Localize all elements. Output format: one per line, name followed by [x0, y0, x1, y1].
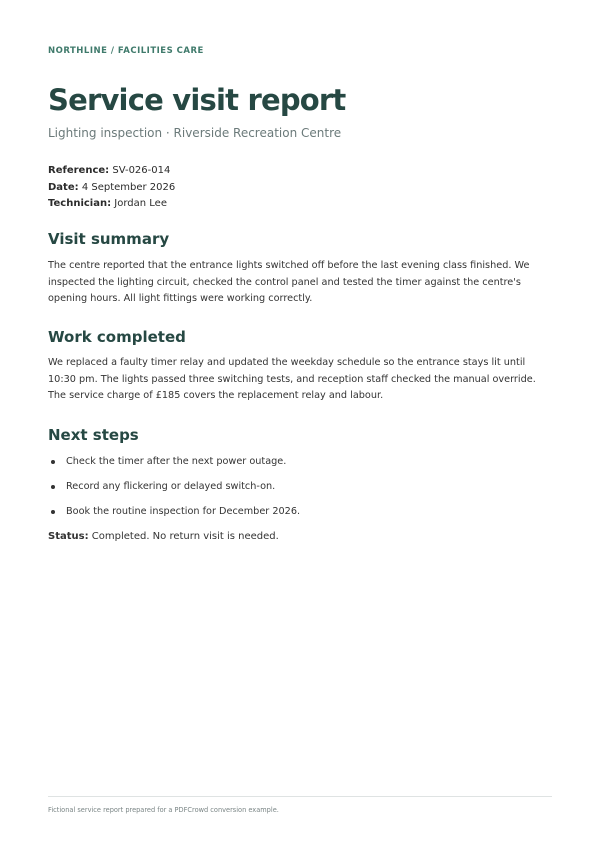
brand-label: NORTHLINE / FACILITIES CARE — [48, 46, 204, 56]
meta-date — [48, 180, 175, 197]
section-heading-next: Next steps — [48, 426, 139, 444]
bullet-icon — [51, 510, 55, 514]
report-page — [48, 0, 552, 849]
section-text-work: We replaced a faulty timer relay and updated the weekday schedule so the entrance stays lit until 10:30 pm. The lights passed three switching tests, and reception staff checked the manual override. The service charge of £185 covers the replacement relay and labour. — [48, 357, 536, 401]
meta-reference-label: Reference: — [48, 165, 110, 176]
list-item-text: Book the routine inspection for December 2026. — [66, 506, 301, 517]
section-heading-summary: Visit summary — [48, 230, 170, 248]
meta-technician-value: Jordan Lee — [114, 198, 167, 209]
meta-date-value: 4 September 2026 — [81, 181, 176, 193]
footer-note: Fictional service report prepared for a PDFCrowd conversion example. — [48, 806, 279, 814]
footer-divider — [48, 796, 552, 797]
page-title: Service visit report — [48, 83, 346, 117]
list-item — [48, 454, 300, 479]
status-label: Status: — [48, 531, 89, 542]
status-value: Completed. No return visit is needed. — [91, 531, 279, 542]
bullet-icon — [51, 460, 55, 464]
meta-reference — [48, 163, 175, 180]
section-text-summary: The centre reported that the entrance lights switched off before the last evening class finished. We inspected the lighting circuit, checked the control panel and tested the timer against the centre's opening hours. All light fittings were working correctly. — [48, 260, 530, 304]
list-item — [48, 504, 300, 529]
next-steps-list — [48, 454, 300, 529]
list-item — [48, 479, 300, 504]
section-heading-work: Work completed — [48, 328, 186, 346]
meta-date-label: Date: — [48, 181, 79, 193]
page-subtitle: Lighting inspection · Riverside Recreation Centre — [48, 126, 342, 140]
report-meta — [48, 163, 175, 213]
bullet-icon — [51, 485, 55, 489]
list-item-text: Check the timer after the next power outage. — [66, 456, 287, 467]
meta-technician-label: Technician: — [48, 198, 112, 209]
list-item-text: Record any flickering or delayed switch-on. — [66, 481, 276, 492]
meta-reference-value: SV-026-014 — [112, 165, 171, 176]
meta-technician — [48, 196, 175, 213]
status-line — [48, 529, 279, 545]
